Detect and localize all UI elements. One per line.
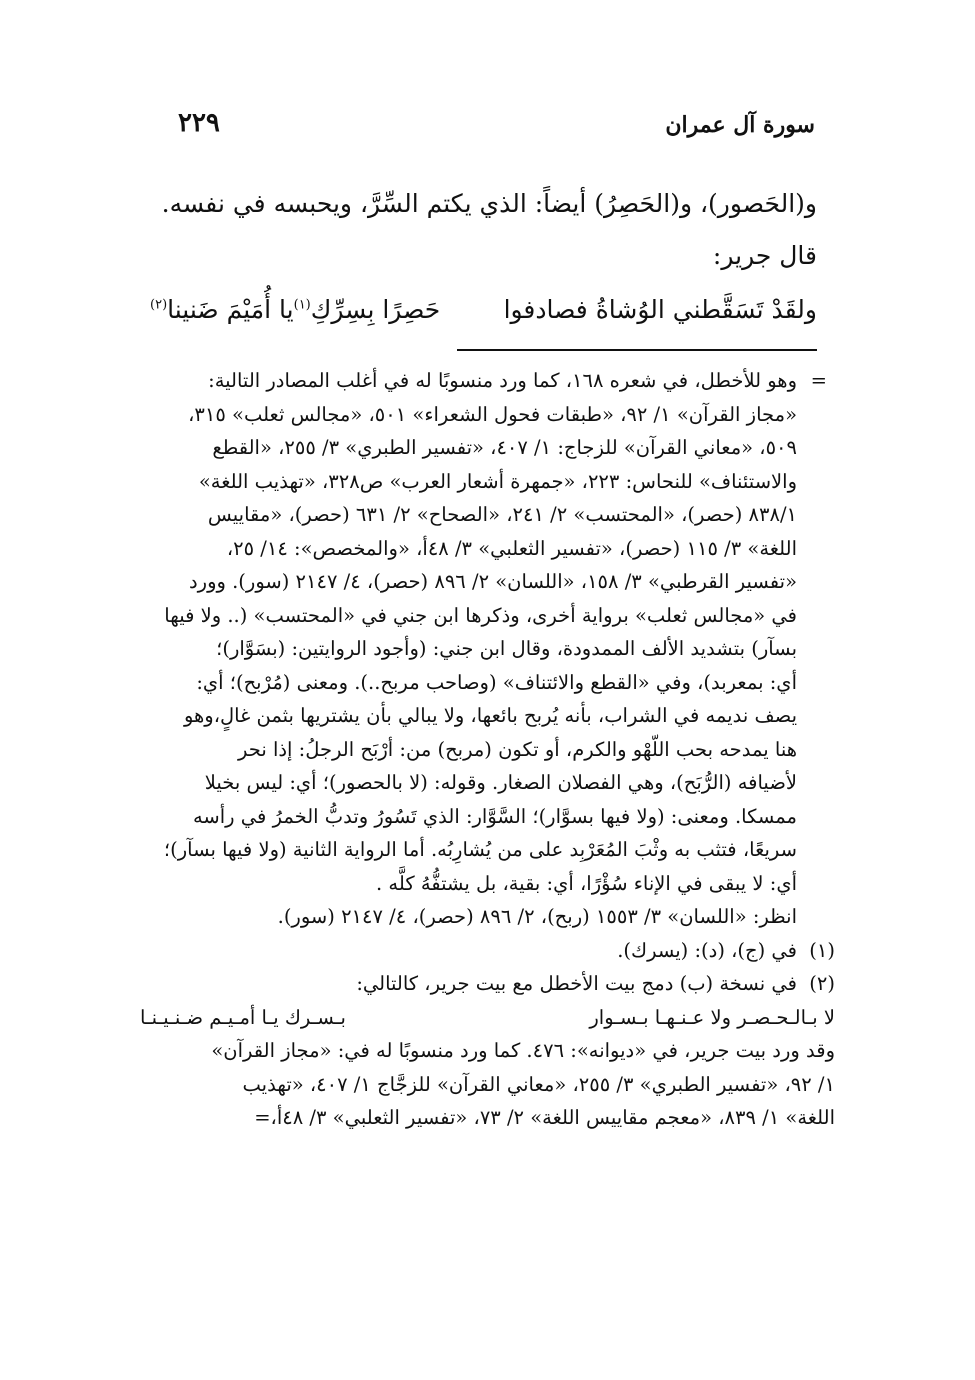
footnote-ref-2[interactable]: (٢) bbox=[150, 297, 168, 313]
footnote-1 bbox=[140, 934, 835, 968]
running-title: سورة آل عمران bbox=[665, 112, 815, 138]
footnote-line: «مجاز القرآن» ١/ ٩٢، «طبقات فحول الشعراء» ٥٠١، «مجالس ثعلب» ٣١٥، bbox=[188, 402, 797, 426]
footnote-line: هنا يمدحه بحب اللّهْو والكرم، أو تكون (مربح) من: أرْبَح الرجلُ: إذا نحر bbox=[237, 737, 797, 761]
footnote-2-verse-b: بـسـرك يـا أمـيـم ضـنـيـنـا bbox=[140, 1005, 346, 1029]
footnote-2 bbox=[140, 967, 835, 1001]
verse-second-part-a: حَصِرًا بِسِرِّكِ bbox=[310, 295, 441, 324]
footnote-line: اللغة» ٣/ ١١٥ (حصر)، «تفسير الثعلبي» ٣/ ٤٨أ، «والمخصص»: ١٤/ ٢٥، bbox=[226, 536, 797, 560]
footnote-separator bbox=[457, 349, 817, 351]
footnote-1-text: في (ج)، (د): (يسرك). bbox=[617, 938, 797, 962]
footnotes bbox=[140, 364, 835, 1135]
footnote-line: ٥٠٩، «معاني القرآن» للزجاج: ١/ ٤٠٧، «تفسير الطبري» ٣/ ٢٥٥، «القطع bbox=[212, 436, 797, 459]
main-line-1: و(الحَصور)، و(الحَصِرُ) أيضاً: الذي يكتم السِّرَّ، ويحبسه في نفسه. bbox=[161, 189, 817, 218]
page-header bbox=[150, 108, 815, 148]
footnote-ref-1[interactable]: (١) bbox=[293, 297, 311, 313]
footnote-line: بسآر) بتشديد الألف الممدودة، وقال ابن جني: (وأجود الروايتين: (بسَوَّار)؛ bbox=[216, 637, 797, 660]
footnote-line: سريعًا، فتثب به وثْبَ المُعَرْبِد على من يُشارِبُه. أما الرواية الثانية (ولا فيها بسآر)؛ bbox=[163, 838, 797, 861]
footnote-line: أي: بمعربد)، وفي «القطع والائتناف» (وصاحب مربح..). ومعنى (مُرْبح)؛ أي: bbox=[196, 670, 797, 694]
footnote-line: في «مجالس ثعلب» برواية أخرى، وذكرها ابن جني في «المحتسب» (.. ولا فيها bbox=[164, 603, 797, 627]
footnote-line: «تفسير القرطبي» ٣/ ١٥٨، «اللسان» ٢/ ٨٩٦ (حصر)، ٤/ ٢١٤٧ (سور). وورد bbox=[188, 570, 797, 593]
footnote-2-line: ١/ ٩٢، «تفسير الطبري» ٣/ ٢٥٥، «معاني القرآن» للزجَّاج ١/ ٤٠٧، «تهذيب bbox=[242, 1072, 835, 1096]
verse-first-hemistich: ولقَدْ تَسَقَّطني الوُشاةُ فصادفوا bbox=[503, 295, 817, 324]
main-text bbox=[150, 178, 817, 336]
footnote-line: وهو للأخطل، في شعره ١٦٨، كما ورد منسوبًا له في أغلب المصادر التالية: bbox=[208, 369, 797, 392]
main-line-2: قال جرير: bbox=[712, 241, 817, 270]
footnote-line: لأضيافه (الرُّبَح)، وهي الفصلان الصغار. وقوله: (لا بالحصور)؛ أي: ليس بخيلا bbox=[204, 771, 797, 794]
verse-second-hemistich bbox=[150, 284, 440, 336]
footnote-2-line: اللغة» ١/ ٨٣٩، «معجم مقاييس اللغة» ٢/ ٧٣، «تفسير الثعلبي» ٣/ ٤٨أ،= bbox=[254, 1106, 835, 1129]
footnote-2-verse-a: لا بـالـحـصـر ولا عـنـهـا بـسـوار bbox=[589, 1005, 835, 1029]
footnote-2-number: (٢) bbox=[809, 972, 835, 995]
verse-second-part-b: يا أُمَيْمَ ضَنينا bbox=[167, 295, 294, 324]
footnote-line: ٨٣٨/١ (حصر)، «المحتسب» ٢/ ٢٤١، «الصحاح» ٢/ ٦٣١ (حصر)، «مقاييس bbox=[207, 503, 797, 526]
continuation-marker: = bbox=[810, 369, 827, 392]
footnote-1-number: (١) bbox=[809, 938, 835, 962]
footnote-line: يصف نديمه في الشراب، بأنه يُربح بائعها، ولا يبالي بأن يشتريها بثمن غالٍ،وهو bbox=[183, 704, 797, 727]
footnote-continuation bbox=[140, 364, 835, 934]
footnote-line: ممسكا. ومعنى: (ولا فيها بسوَّار)؛ السَّوَّار: الذي تَسُورُ وتدبُّ الخمرُ في رأسه bbox=[192, 804, 797, 828]
footnote-2-line: وقد ورد بيت جرير، في «ديوانه»: ٤٧٦. كما ورد منسوبًا له في: «مجاز القرآن» bbox=[211, 1039, 835, 1062]
poetry-verse bbox=[150, 284, 817, 336]
see-also-line: انظر: «اللسان» ٣/ ١٥٥٣ (ربح)، ٢/ ٨٩٦ (حصر)، ٤/ ٢١٤٧ (سور). bbox=[277, 905, 797, 928]
footnote-2-verse bbox=[140, 1001, 835, 1035]
page-number: ٢٢٩ bbox=[178, 108, 220, 138]
footnote-2-intro: في نسخة (ب) دمج بيت الأخطل مع بيت جرير، كالتالي: bbox=[356, 972, 797, 995]
footnote-line: والاستئناف» للنحاس: ٢٢٣، «جمهرة أشعار العرب» ص٣٢٨، «تهذيب اللغة» bbox=[198, 469, 797, 493]
footnote-line: أي: لا يبقى في الإناء سُؤْرًا، أي: بقية، بل يشتفُّهُ كلَّه . bbox=[376, 871, 797, 895]
